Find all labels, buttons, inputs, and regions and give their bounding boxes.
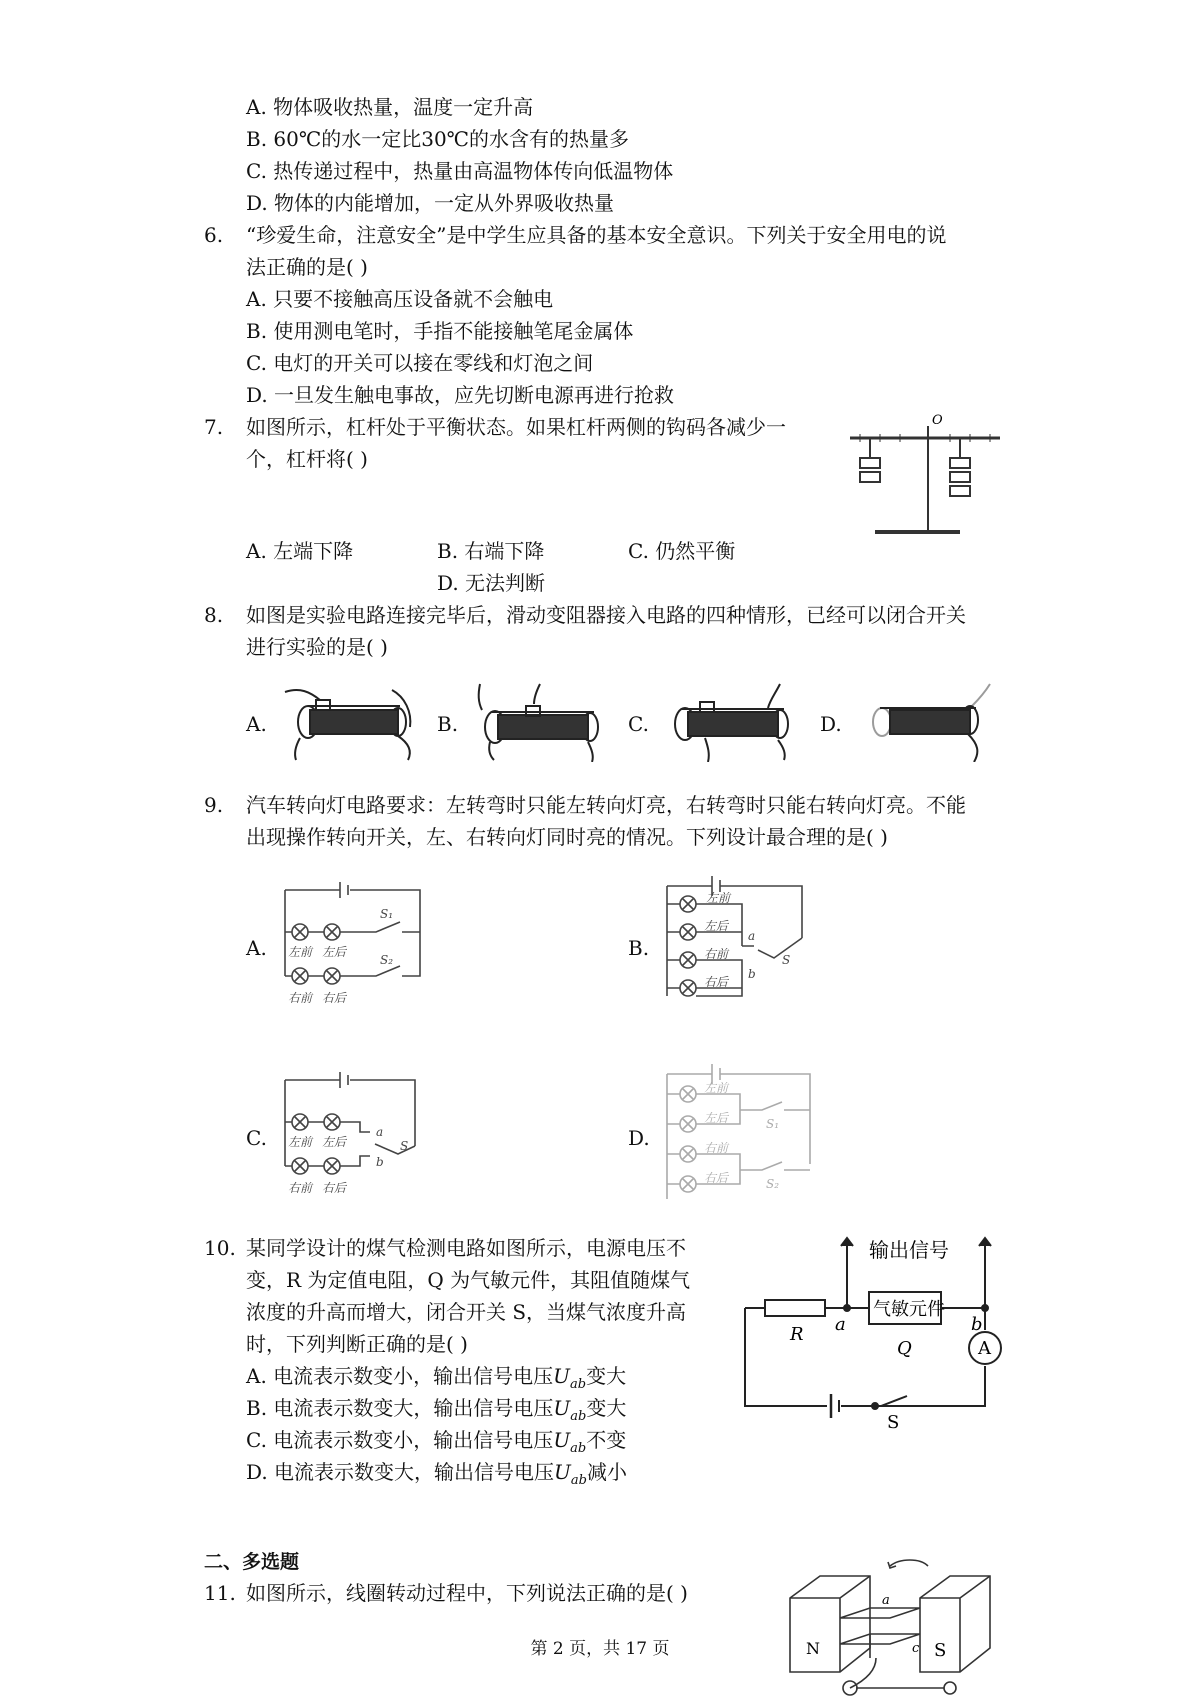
q7-option-a: A. 左端下降 — [246, 539, 354, 563]
lamp-label-left-back: 左后 — [704, 1111, 729, 1125]
q9-option-c: C. — [246, 1126, 267, 1150]
q9-option-b: B. — [628, 936, 650, 960]
q6-option-c: C. 电灯的开关可以接在零线和灯泡之间 — [246, 351, 594, 375]
node-b-label: b — [971, 1314, 983, 1335]
circuit-c-figure — [280, 1066, 430, 1206]
lamp-label-left-back: 左后 — [322, 945, 347, 959]
lamp-label-right-back: 右后 — [704, 1171, 729, 1185]
q6-option-a: A. 只要不接触高压设备就不会触电 — [246, 287, 554, 311]
q11-number: 11. — [204, 1581, 236, 1605]
switch-s-label: S — [887, 1412, 900, 1430]
output-signal-label: 输出信号 — [869, 1238, 949, 1262]
section-title-multiple-choice: 二、多选题 — [204, 1551, 300, 1573]
q11-stem: 如图所示，线圈转动过程中，下列说法正确的是( ) — [246, 1581, 688, 1605]
switch-label-a: a — [748, 929, 756, 943]
switch-label-s2: S₂ — [380, 953, 394, 967]
q8-stem: 如图是实验电路连接完毕后，滑动变阻器接入电路的四种情形，已经可以闭合开关 — [246, 603, 966, 627]
page-footer: 第 2 页，共 17 页 — [530, 1639, 670, 1659]
q6-number: 6. — [204, 223, 224, 247]
q7-number: 7. — [204, 415, 224, 439]
q9-stem-cont: 出现操作转向开关，左、右转向灯同时亮的情况。下列设计最合理的是( ) — [246, 825, 888, 849]
q5-option-b: B. 60℃的水一定比30℃的水含有的热量多 — [246, 127, 630, 151]
q9-stem: 汽车转向灯电路要求：左转弯时只能左转向灯亮，右转弯时只能右转向灯亮。不能 — [246, 793, 966, 817]
q8-stem-cont: 进行实验的是( ) — [246, 635, 388, 659]
lamp-label-left-back: 左后 — [322, 1135, 347, 1149]
lamp-label-left-front: 左前 — [288, 1135, 313, 1149]
lamp-label-right-back: 右后 — [322, 1181, 347, 1195]
q9-option-a: A. — [246, 936, 267, 960]
gas-detector-circuit-figure — [735, 1230, 1005, 1430]
switch-label-s: S — [400, 1139, 409, 1153]
lamp-label-right-front: 右前 — [288, 1181, 313, 1195]
q7-stem-cont: 个，杠杆将( ) — [246, 447, 368, 471]
coil-point-c-label: c — [912, 1641, 920, 1656]
circuit-a-figure — [280, 876, 430, 1016]
q6-option-b: B. 使用测电笔时，手指不能接触笔尾金属体 — [246, 319, 634, 343]
q6-option-d: D. 一旦发生触电事故，应先切断电源再进行抢救 — [246, 383, 675, 407]
q6-stem-cont: 法正确的是( ) — [246, 255, 368, 279]
q10-number: 10. — [204, 1236, 236, 1260]
switch-label-b: b — [376, 1155, 384, 1169]
q7-option-b: B. 右端下降 — [437, 539, 545, 563]
q5-option-c: C. 热传递过程中，热量由高温物体传向低温物体 — [246, 159, 674, 183]
q5-option-a: A. 物体吸收热量，温度一定升高 — [246, 95, 534, 119]
lamp-label-left-front: 左前 — [706, 891, 731, 905]
coil-point-a-label: a — [882, 1593, 890, 1608]
q10-stem-2: 变，R 为定值电阻，Q 为气敏元件，其阻值随煤气 — [246, 1268, 691, 1292]
coil-motor-figure — [780, 1548, 1000, 1698]
circuit-d-figure — [662, 1054, 822, 1214]
rheostat-b-figure — [470, 682, 610, 762]
resistor-r-label: R — [790, 1324, 804, 1345]
circuit-b-figure — [662, 868, 812, 1018]
q9-option-d: D. — [628, 1126, 650, 1150]
magnet-s-label: S — [934, 1640, 947, 1661]
q8-option-d: D. — [820, 712, 842, 736]
q10-stem-4: 时，下列判断正确的是( ) — [246, 1332, 468, 1356]
q8-option-b: B. — [437, 712, 459, 736]
lamp-label-right-front: 右前 — [704, 947, 729, 961]
q8-option-c: C. — [628, 712, 649, 736]
switch-label-b: b — [748, 967, 756, 981]
q10-stem: 某同学设计的煤气检测电路如图所示，电源电压不 — [246, 1236, 686, 1260]
q10-option-c: C. 电流表示数变小，输出信号电压$U_{ab}$不变 — [246, 1428, 627, 1456]
rheostat-a-figure — [280, 682, 420, 762]
lamp-label-right-back: 右后 — [704, 975, 729, 989]
q6-stem: “珍爱生命，注意安全”是中学生应具备的基本安全意识。下列关于安全用电的说 — [246, 223, 947, 247]
q10-option-a: A. 电流表示数变小，输出信号电压$U_{ab}$变大 — [246, 1364, 627, 1392]
q7-option-d: D. 无法判断 — [437, 571, 546, 595]
lamp-label-left-front: 左前 — [288, 945, 313, 959]
lamp-label-left-front: 左前 — [704, 1081, 729, 1095]
switch-label-s: S — [782, 953, 791, 967]
q10-option-b: B. 电流表示数变大，输出信号电压$U_{ab}$变大 — [246, 1396, 627, 1424]
rheostat-c-figure — [660, 682, 800, 762]
q10-option-d: D. 电流表示数变大，输出信号电压$U_{ab}$减小 — [246, 1460, 627, 1488]
lamp-label-right-front: 右前 — [288, 991, 313, 1005]
gas-sensor-label: 气敏元件 — [873, 1299, 945, 1320]
q8-option-a: A. — [246, 712, 267, 736]
magnet-n-label: N — [806, 1639, 820, 1658]
q7-option-c: C. 仍然平衡 — [628, 539, 736, 563]
lamp-label-right-front: 右前 — [704, 1141, 729, 1155]
lever-pivot-label: O — [932, 413, 943, 428]
q9-number: 9. — [204, 793, 224, 817]
rheostat-d-figure — [860, 682, 1000, 762]
ammeter-label: A — [978, 1338, 991, 1359]
node-a-label: a — [835, 1314, 846, 1335]
switch-label-a: a — [376, 1125, 384, 1139]
sensor-q-label: Q — [897, 1338, 912, 1359]
switch-label-s2: S₂ — [766, 1177, 780, 1191]
q8-number: 8. — [204, 603, 224, 627]
lamp-label-right-back: 右后 — [322, 991, 347, 1005]
lever-figure — [840, 410, 1005, 540]
switch-label-s1: S₁ — [380, 907, 394, 921]
q10-stem-3: 浓度的升高而增大，闭合开关 S，当煤气浓度升高 — [246, 1300, 687, 1324]
lamp-label-left-back: 左后 — [704, 919, 729, 933]
q5-option-d: D. 物体的内能增加，一定从外界吸收热量 — [246, 191, 615, 215]
switch-label-s1: S₁ — [766, 1117, 780, 1131]
q7-stem: 如图所示，杠杆处于平衡状态。如果杠杆两侧的钩码各减少一 — [246, 415, 786, 439]
